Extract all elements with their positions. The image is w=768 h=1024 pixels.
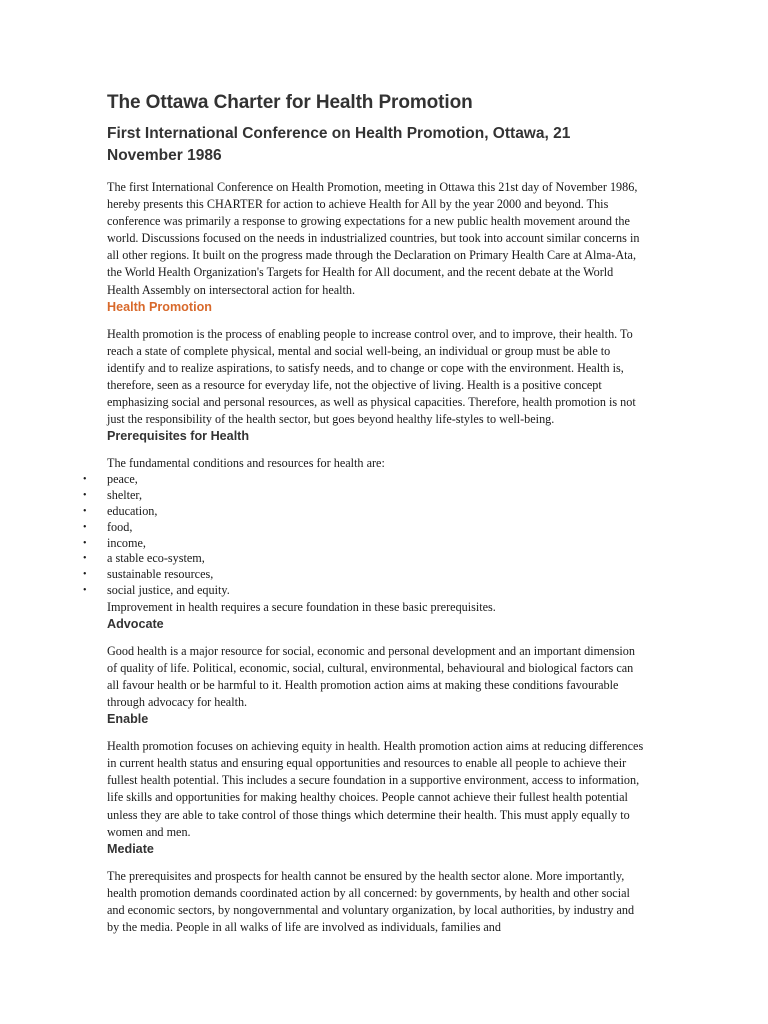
bullet-icon: • — [83, 584, 87, 596]
enable-paragraph: Health promotion focuses on achieving equity in health. Health promotion action aims at reducing differences in current health status and ensuring equal opportunities and resources to enable all people to achieve their fullest health potential. This includes a secure foundation in a supportive environment, access to information, life skills and opportunities for making healthy choices. People cannot achieve their fullest health potential unless they are able to take control of those things which determine their health. This must apply equally to women and men. — [107, 739, 644, 839]
list-item: • food, — [83, 519, 133, 534]
prerequisites-list — [83, 472, 647, 598]
list-item: • education, — [83, 503, 158, 518]
section-heading-mediate: Mediate — [107, 841, 154, 856]
intro-paragraph: The first International Conference on Health Promotion, meeting in Ottawa this 21st day of November 1986, hereby presents this CHARTER for action to achieve Health for All by the year 2000 and beyond. This conference was primarily a response to growing expectations for a new public health movement around the world. Discussions focused on the needs in industrialized countries, but took into account similar concerns in all other regions. It built on the progress made through the Declaration on Primary Health Care at Alma-Ata, the World Health Organization's Targets for Health for All document, and the recent debate at the World Health Assembly on intersectoral action for health. — [107, 180, 640, 297]
bullet-icon: • — [83, 537, 87, 549]
bullet-icon: • — [83, 569, 87, 581]
section-heading-enable: Enable — [107, 712, 149, 727]
prerequisites-closing: Improvement in health requires a secure foundation in these basic prerequisites. — [107, 599, 496, 614]
bullet-icon: • — [83, 521, 87, 533]
bullet-icon: • — [83, 474, 87, 486]
bullet-icon: • — [83, 505, 87, 517]
list-item: • a stable eco-system, — [83, 551, 205, 566]
list-item: • peace, — [83, 472, 138, 487]
health-promotion-paragraph: Health promotion is the process of enabling people to increase control over, and to improve, their health. To reach a state of complete physical, mental and social well-being, an individual or group must be able to identify and to realize aspirations, to satisfy needs, and to change or cope with the environment. Health is, therefore, seen as a resource for everyday life, not the objective of living. Health is a positive concept emphasizing social and personal resources, as well as physical capacities. Therefore, health promotion is not just the responsibility of the health sector, but goes beyond healthy life-styles to well-being. — [107, 326, 636, 427]
document-subtitle: First International Conference on Health Promotion, Ottawa, 21 November 1986 — [107, 125, 571, 164]
list-item: • social justice, and equity. — [83, 582, 230, 597]
list-item: • sustainable resources, — [83, 567, 214, 582]
section-heading-advocate: Advocate — [107, 616, 164, 631]
bullet-icon: • — [83, 490, 87, 502]
advocate-paragraph: Good health is a major resource for social, economic and personal development and an important dimension of quality of life. Political, economic, social, cultural, environmental, behavioural and biological factors can all favour health or be harmful to it. Health promotion action aims at making these conditions favourable through advocacy for health. — [107, 643, 635, 710]
list-item: • income, — [83, 535, 146, 550]
section-heading-prerequisites: Prerequisites for Health — [107, 429, 250, 444]
prerequisites-lead: The fundamental conditions and resources for health are: — [107, 456, 385, 471]
mediate-paragraph: The prerequisites and prospects for health cannot be ensured by the health sector alone. More importantly, health promotion demands coordinated action by all concerned: by governments, by health and other social and economic sectors, by nongovernmental and voluntary organization, by local authorities, by industry and by the media. People in all walks of life are involved as individuals, families and — [107, 868, 635, 934]
bullet-icon: • — [83, 553, 87, 565]
document-title: The Ottawa Charter for Health Promotion — [107, 92, 473, 113]
section-heading-health-promotion: Health Promotion — [107, 299, 212, 314]
list-item: • shelter, — [83, 488, 143, 503]
document-page — [83, 90, 647, 936]
